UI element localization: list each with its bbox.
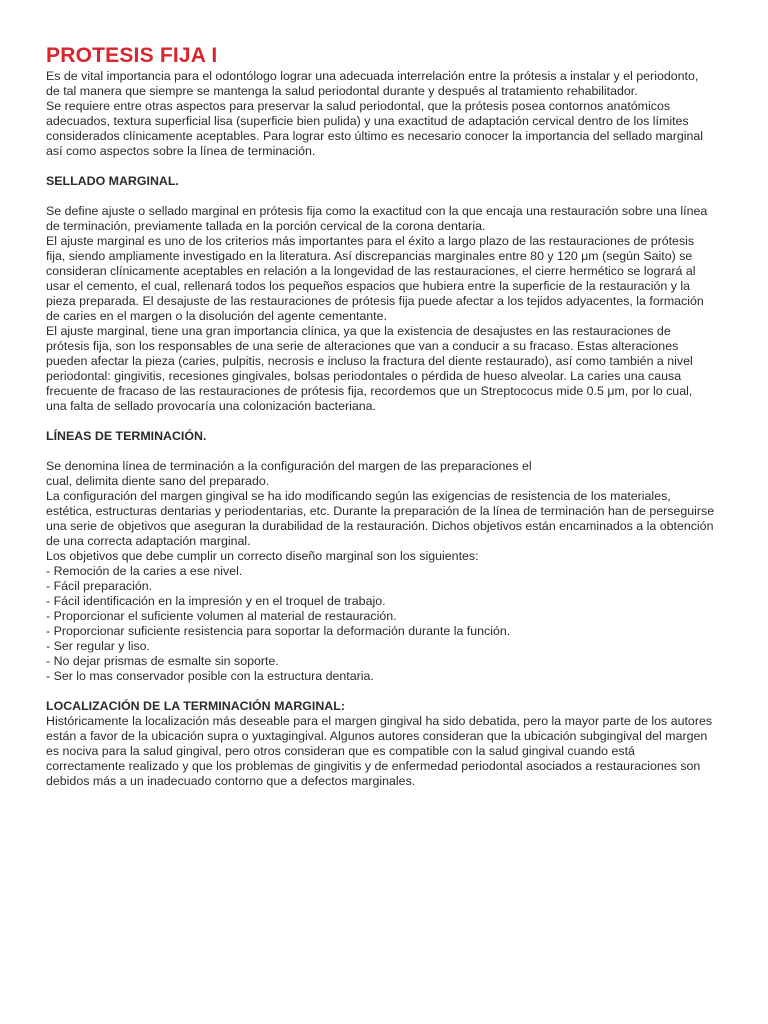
spacer	[46, 189, 768, 204]
list-item: - Fácil preparación.	[46, 579, 153, 593]
spacer	[46, 684, 768, 699]
list-item: - Ser lo mas conservador posible con la estructura dentaria.	[46, 669, 374, 683]
document-title: PROTESIS FIJA I	[46, 44, 218, 67]
sellado-paragraph-2: El ajuste marginal es uno de los criterios más importantes para el éxito a largo plazo de las restauraciones de prótesis fija, siendo ampliamente investigado en la literatura. Así discrepancias marginales entre 80 y 120 μm (según Saito) se consideran clínicamente aceptables en relación a la longevidad de las restauraciones, el cierre hermético se logrará al usar el cemento, el cual, rellenará todos los pequeños espacios que hubiera entre la superficie de la restauración y la pieza preparada. El desajuste de las restauraciones de prótesis fija puede afectar a los tejidos adyacentes, la formación de caries en el margen o la disolución del agente cementante.	[46, 234, 704, 323]
list-item: - Proporcionar el suficiente volumen al material de restauración.	[46, 609, 397, 623]
intro-paragraph-1: Es de vital importancia para el odontólogo lograr una adecuada interrelación entre la prótesis a instalar y el periodonto, de tal manera que siempre se mantenga la salud periodontal durante y después al tratamiento rehabilitador.	[46, 69, 699, 98]
intro-paragraph-2: Se requiere entre otras aspectos para preservar la salud periodontal, que la prótesis posea contornos anatómicos adecuados, textura superficial lisa (superficie bien pulida) y una exactitud de adaptación cervical dentro de los límites considerados clínicamente aceptables. Para lograr esto último es necesario conocer la importancia del sellado marginal así como aspectos sobre la línea de terminación.	[46, 99, 704, 158]
list-item: - Remoción de la caries a ese nivel.	[46, 564, 243, 578]
lineas-paragraph-1: Se denomina línea de terminación a la configuración del margen de las preparaciones el cual, delimita diente sano del preparado.	[46, 459, 532, 488]
list-item: - Fácil identificación en la impresión y en el troquel de trabajo.	[46, 594, 386, 608]
section-heading-sellado: SELLADO MARGINAL.	[46, 174, 179, 188]
section-heading-lineas: LÍNEAS DE TERMINACIÓN.	[46, 429, 207, 443]
list-item: - Proporcionar suficiente resistencia para soportar la deformación durante la función.	[46, 624, 511, 638]
list-item: - Ser regular y liso.	[46, 639, 150, 653]
spacer	[46, 414, 768, 429]
section-heading-localizacion: LOCALIZACIÓN DE LA TERMINACIÓN MARGINAL:	[46, 699, 345, 713]
spacer	[46, 159, 768, 174]
localizacion-paragraph-1: Históricamente la localización más deseable para el margen gingival ha sido debatida, pero la mayor parte de los autores están a favor de la ubicación supra o yuxtagingival. Algunos autores consideran que la ubicación subgingival del margen es nociva para la salud gingival, pero otros consideran que es compatible con la salud gingival cuando está correctamente realizado y que los problemas de gingivitis y de enfermedad periodontal asociados a restauraciones son debidos más a un inadecuado contorno que a defectos marginales.	[46, 714, 713, 788]
list-item: - No dejar prismas de esmalte sin soporte.	[46, 654, 279, 668]
spacer	[46, 444, 768, 459]
lineas-paragraph-2: La configuración del margen gingival se ha ido modificando según las exigencias de resistencia de los materiales, estética, estructuras dentarias y periodentarias, etc. Durante la preparación de la línea de terminación han de perseguirse una serie de objetivos que aseguran la durabilidad de la restauración. Dichos objetivos están encaminados a la obtención de una correcta adaptación marginal.	[46, 489, 715, 548]
sellado-paragraph-1: Se define ajuste o sellado marginal en prótesis fija como la exactitud con la que encaja una restauración sobre una línea de terminación, previamente tallada en la porción cervical de la corona dentaria.	[46, 204, 708, 233]
lineas-paragraph-3: Los objetivos que debe cumplir un correcto diseño marginal son los siguientes:	[46, 549, 479, 563]
objectives-list	[46, 564, 768, 684]
sellado-paragraph-3: El ajuste marginal, tiene una gran importancia clínica, ya que la existencia de desajustes en las restauraciones de prótesis fija, son los responsables de una serie de alteraciones que van a conducir a su fracaso. Estas alteraciones pueden afectar la pieza (caries, pulpitis, necrosis e incluso la fractura del diente restaurado), así como también a nivel periodontal: gingivitis, recesiones gingivales, bolsas periodontales o pérdida de hueso alveolar. La caries una causa frecuente de fracaso de las restauraciones de prótesis fija, recordemos que un Streptococus mide 0.5 μm, por lo cual, una falta de sellado provocaría una colonización bacteriana.	[46, 324, 693, 413]
